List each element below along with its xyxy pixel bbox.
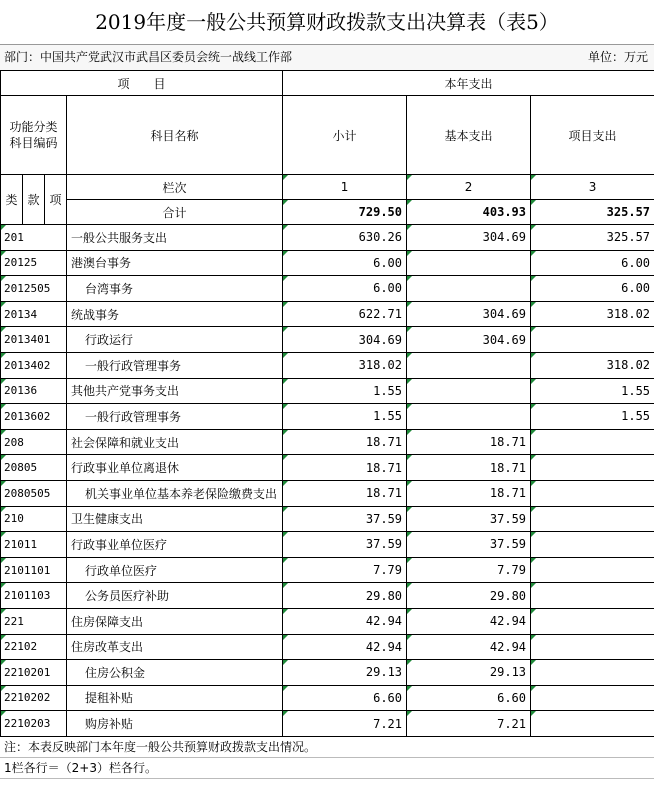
- total-subtotal: 729.50: [283, 200, 407, 225]
- row-project-expenditure: [531, 455, 654, 481]
- row-project-expenditure: [531, 532, 654, 558]
- row-basic-expenditure: 7.79: [407, 557, 531, 583]
- row-project-expenditure: [531, 660, 654, 686]
- row-project-expenditure: 318.02: [531, 352, 654, 378]
- row-subject-name: 港澳台事务: [67, 250, 283, 276]
- row-subtotal: 6.00: [283, 250, 407, 276]
- row-subject-name: 一般行政管理事务: [67, 352, 283, 378]
- row-code: 2210203: [1, 711, 67, 737]
- row-subject-name: 公务员医疗补助: [67, 583, 283, 609]
- row-subtotal: 6.00: [283, 276, 407, 302]
- row-subject-name: 住房改革支出: [67, 634, 283, 660]
- row-code: 2210201: [1, 660, 67, 686]
- row-basic-expenditure: 42.94: [407, 634, 531, 660]
- header-xiang: 项: [45, 175, 67, 225]
- total-label: 合计: [67, 200, 283, 225]
- row-subject-name: 住房公积金: [67, 660, 283, 686]
- row-project-expenditure: [531, 608, 654, 634]
- row-subtotal: 42.94: [283, 608, 407, 634]
- row-subtotal: 1.55: [283, 404, 407, 430]
- row-subtotal: 630.26: [283, 225, 407, 251]
- header-function-code: 功能分类 科目编码: [1, 96, 67, 175]
- row-basic-expenditure: 6.60: [407, 685, 531, 711]
- row-basic-expenditure: 304.69: [407, 301, 531, 327]
- table-row: [1, 480, 654, 506]
- row-subtotal: 7.79: [283, 557, 407, 583]
- row-basic-expenditure: 29.80: [407, 583, 531, 609]
- row-project-expenditure: 1.55: [531, 378, 654, 404]
- row-basic-expenditure: [407, 276, 531, 302]
- row-code: 221: [1, 608, 67, 634]
- row-basic-expenditure: [407, 250, 531, 276]
- row-code: 20805: [1, 455, 67, 481]
- row-project-expenditure: 1.55: [531, 404, 654, 430]
- row-subtotal: 37.59: [283, 506, 407, 532]
- row-subject-name: 行政单位医疗: [67, 557, 283, 583]
- row-subject-name: 台湾事务: [67, 276, 283, 302]
- table-row: [1, 608, 654, 634]
- total-row: [1, 200, 654, 225]
- row-project-expenditure: [531, 685, 654, 711]
- row-subtotal: 7.21: [283, 711, 407, 737]
- table-row: [1, 711, 654, 737]
- row-subtotal: 1.55: [283, 378, 407, 404]
- table-row: [1, 225, 654, 251]
- row-code: 201: [1, 225, 67, 251]
- row-code: 21011: [1, 532, 67, 558]
- row-subject-name: 其他共产党事务支出: [67, 378, 283, 404]
- note-line-1: 注：本表反映部门本年度一般公共预算财政拨款支出情况。: [0, 737, 654, 758]
- header-basic-expenditure: 基本支出: [407, 96, 531, 175]
- table-row: [1, 532, 654, 558]
- row-subtotal: 29.80: [283, 583, 407, 609]
- table-row: [1, 455, 654, 481]
- column-number-3: 3: [531, 175, 654, 200]
- row-code: 2080505: [1, 480, 67, 506]
- row-project-expenditure: [531, 711, 654, 737]
- row-subtotal: 6.60: [283, 685, 407, 711]
- row-subtotal: 42.94: [283, 634, 407, 660]
- header-current-year-expenditure: 本年支出: [283, 71, 654, 96]
- row-subject-name: 统战事务: [67, 301, 283, 327]
- row-project-expenditure: 325.57: [531, 225, 654, 251]
- row-basic-expenditure: [407, 378, 531, 404]
- row-code: 2101103: [1, 583, 67, 609]
- row-project-expenditure: [531, 429, 654, 455]
- row-basic-expenditure: [407, 404, 531, 430]
- row-basic-expenditure: 304.69: [407, 225, 531, 251]
- header-lanci: 栏次: [67, 175, 283, 200]
- row-code: 2101101: [1, 557, 67, 583]
- row-subtotal: 622.71: [283, 301, 407, 327]
- row-code: 20134: [1, 301, 67, 327]
- row-subject-name: 行政事业单位离退休: [67, 455, 283, 481]
- row-subject-name: 行政事业单位医疗: [67, 532, 283, 558]
- row-subject-name: 住房保障支出: [67, 608, 283, 634]
- note-line-2: 1栏各行＝（2+3）栏各行。: [0, 758, 654, 779]
- row-subtotal: 18.71: [283, 429, 407, 455]
- row-basic-expenditure: 18.71: [407, 480, 531, 506]
- row-code: 2013602: [1, 404, 67, 430]
- row-project-expenditure: [531, 480, 654, 506]
- row-subject-name: 机关事业单位基本养老保险缴费支出: [67, 480, 283, 506]
- table-row: [1, 276, 654, 302]
- row-code: 20136: [1, 378, 67, 404]
- header-project-expenditure: 项目支出: [531, 96, 654, 175]
- row-subtotal: 18.71: [283, 480, 407, 506]
- total-project: 325.57: [531, 200, 654, 225]
- row-subject-name: 购房补贴: [67, 711, 283, 737]
- row-basic-expenditure: 42.94: [407, 608, 531, 634]
- column-number-2: 2: [407, 175, 531, 200]
- row-subtotal: 18.71: [283, 455, 407, 481]
- row-subject-name: 社会保障和就业支出: [67, 429, 283, 455]
- table-row: [1, 429, 654, 455]
- row-project-expenditure: [531, 583, 654, 609]
- expenditure-table: [0, 70, 654, 737]
- row-project-expenditure: [531, 327, 654, 353]
- row-project-expenditure: 6.00: [531, 276, 654, 302]
- table-row: [1, 506, 654, 532]
- row-project-expenditure: [531, 634, 654, 660]
- row-project-expenditure: [531, 506, 654, 532]
- row-code: 210: [1, 506, 67, 532]
- table-row: [1, 660, 654, 686]
- table-row: [1, 327, 654, 353]
- row-code: 2012505: [1, 276, 67, 302]
- row-subject-name: 卫生健康支出: [67, 506, 283, 532]
- row-code: 208: [1, 429, 67, 455]
- row-basic-expenditure: 18.71: [407, 455, 531, 481]
- table-row: [1, 634, 654, 660]
- table-row: [1, 250, 654, 276]
- table-row: [1, 352, 654, 378]
- table-row: [1, 378, 654, 404]
- table-row: [1, 685, 654, 711]
- row-subject-name: 提租补贴: [67, 685, 283, 711]
- row-project-expenditure: [531, 557, 654, 583]
- row-subtotal: 29.13: [283, 660, 407, 686]
- table-row: [1, 301, 654, 327]
- table-row: [1, 557, 654, 583]
- row-basic-expenditure: 304.69: [407, 327, 531, 353]
- header-lei: 类: [1, 175, 23, 225]
- department-label: 部门：中国共产党武汉市武昌区委员会统一战线工作部: [4, 50, 293, 64]
- table-row: [1, 583, 654, 609]
- report-title: 2019年度一般公共预算财政拨款支出决算表（表5）: [95, 10, 559, 34]
- row-code: 22102: [1, 634, 67, 660]
- header-kuan: 款: [23, 175, 45, 225]
- header-row-1: [1, 71, 654, 96]
- row-basic-expenditure: 29.13: [407, 660, 531, 686]
- header-subtotal: 小计: [283, 96, 407, 175]
- header-row-lanci: [1, 175, 654, 200]
- row-code: 2013402: [1, 352, 67, 378]
- row-basic-expenditure: 18.71: [407, 429, 531, 455]
- row-code: 20125: [1, 250, 67, 276]
- column-number-1: 1: [283, 175, 407, 200]
- row-subtotal: 318.02: [283, 352, 407, 378]
- row-project-expenditure: 6.00: [531, 250, 654, 276]
- unit-label: 单位：万元: [587, 50, 648, 64]
- notes-area: [0, 737, 654, 779]
- row-basic-expenditure: 37.59: [407, 506, 531, 532]
- row-subtotal: 304.69: [283, 327, 407, 353]
- header-subject-name: 科目名称: [67, 96, 283, 175]
- row-basic-expenditure: [407, 352, 531, 378]
- table-row: [1, 404, 654, 430]
- row-basic-expenditure: 37.59: [407, 532, 531, 558]
- row-code: 2013401: [1, 327, 67, 353]
- row-subject-name: 一般行政管理事务: [67, 404, 283, 430]
- row-project-expenditure: 318.02: [531, 301, 654, 327]
- total-basic: 403.93: [407, 200, 531, 225]
- row-subtotal: 37.59: [283, 532, 407, 558]
- row-subject-name: 一般公共服务支出: [67, 225, 283, 251]
- row-basic-expenditure: 7.21: [407, 711, 531, 737]
- report-meta-bar: [0, 44, 654, 71]
- header-xiangmu: 项 目: [1, 71, 283, 96]
- row-code: 2210202: [1, 685, 67, 711]
- row-subject-name: 行政运行: [67, 327, 283, 353]
- header-row-2: [1, 96, 654, 175]
